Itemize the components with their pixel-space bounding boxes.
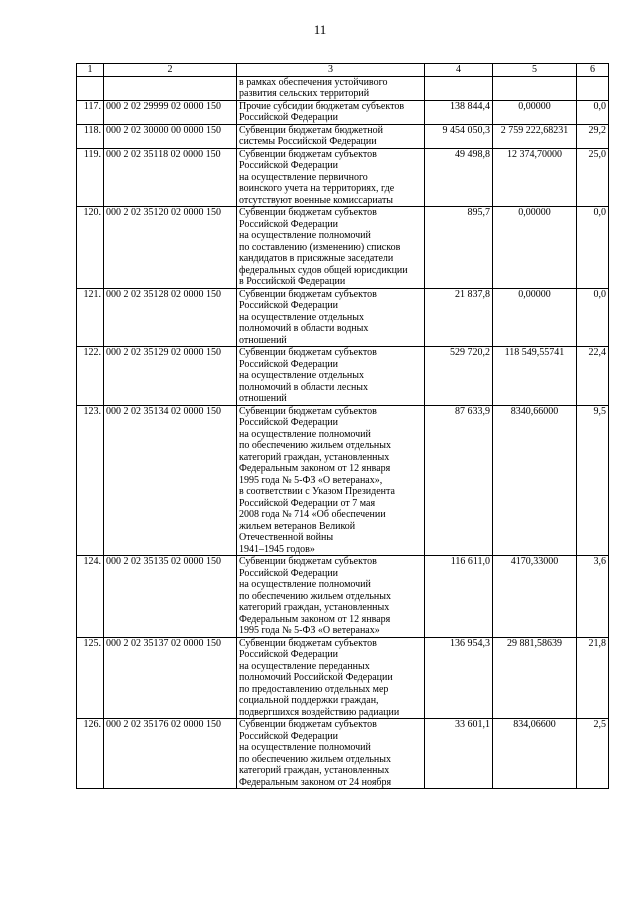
actual-amount: 0,00000 <box>493 288 577 347</box>
budget-code: 000 2 02 30000 00 0000 150 <box>104 124 237 148</box>
table-row <box>77 637 609 719</box>
header-cell-percent: 6 <box>577 64 609 77</box>
budget-code <box>104 76 237 100</box>
income-name: Субвенции бюджетам субъектов Российской Федерации на осуществление полномочий по обеспечению жильем отдельных категорий граждан, установленных Федеральным законом от 12 января 1995 года № 5-ФЗ «О ветеранах», в соответствии с Указом Президента Российской Федерации от 7 мая 2008 года № 714 «Об обеспечении жильем ветеранов Великой Отечественной войны 1941–1945 годов» <box>237 405 425 556</box>
continuation-row <box>77 76 609 100</box>
budget-code: 000 2 02 35128 02 0000 150 <box>104 288 237 347</box>
header-cell-actual: 5 <box>493 64 577 77</box>
table-row <box>77 405 609 556</box>
execution-percent: 22,4 <box>577 347 609 406</box>
plan-amount: 895,7 <box>425 207 493 289</box>
row-number <box>77 76 104 100</box>
plan-amount: 21 837,8 <box>425 288 493 347</box>
plan-amount: 9 454 050,3 <box>425 124 493 148</box>
header-cell-plan: 4 <box>425 64 493 77</box>
row-number: 117. <box>77 100 104 124</box>
plan-amount: 49 498,8 <box>425 148 493 207</box>
budget-code: 000 2 02 29999 02 0000 150 <box>104 100 237 124</box>
execution-percent: 0,0 <box>577 288 609 347</box>
actual-amount: 4170,33000 <box>493 556 577 638</box>
budget-table <box>76 63 609 789</box>
actual-amount: 12 374,70000 <box>493 148 577 207</box>
table-row <box>77 100 609 124</box>
actual-amount: 29 881,58639 <box>493 637 577 719</box>
page-number: 11 <box>313 22 327 37</box>
execution-percent: 9,5 <box>577 405 609 556</box>
income-name: Субвенции бюджетам субъектов Российской Федерации на осуществление полномочий по обеспечению жильем отдельных категорий граждан, установленных Федеральным законом от 12 января 1995 года № 5-ФЗ «О ветеранах» <box>237 556 425 638</box>
actual-amount: 834,06600 <box>493 719 577 789</box>
income-name: Субвенции бюджетам субъектов Российской Федерации на осуществление отдельных полномочий в области лесных отношений <box>237 347 425 406</box>
row-number: 120. <box>77 207 104 289</box>
table-row <box>77 556 609 638</box>
table-row <box>77 124 609 148</box>
row-number: 124. <box>77 556 104 638</box>
plan-amount: 529 720,2 <box>425 347 493 406</box>
header-cell-code: 2 <box>104 64 237 77</box>
budget-code: 000 2 02 35118 02 0000 150 <box>104 148 237 207</box>
row-number: 125. <box>77 637 104 719</box>
execution-percent: 29,2 <box>577 124 609 148</box>
row-number: 118. <box>77 124 104 148</box>
row-number: 119. <box>77 148 104 207</box>
actual-amount <box>493 76 577 100</box>
income-name: Субвенции бюджетам бюджетной системы Российской Федерации <box>237 124 425 148</box>
row-number: 121. <box>77 288 104 347</box>
plan-amount: 136 954,3 <box>425 637 493 719</box>
row-number: 122. <box>77 347 104 406</box>
execution-percent: 25,0 <box>577 148 609 207</box>
execution-percent <box>577 76 609 100</box>
actual-amount: 0,00000 <box>493 207 577 289</box>
budget-code: 000 2 02 35176 02 0000 150 <box>104 719 237 789</box>
execution-percent: 3,6 <box>577 556 609 638</box>
income-name: Прочие субсидии бюджетам субъектов Российской Федерации <box>237 100 425 124</box>
income-name: Субвенции бюджетам субъектов Российской Федерации на осуществление полномочий по обеспечению жильем отдельных категорий граждан, установленных Федеральным законом от 24 ноября <box>237 719 425 789</box>
budget-code: 000 2 02 35135 02 0000 150 <box>104 556 237 638</box>
plan-amount: 138 844,4 <box>425 100 493 124</box>
income-name: Субвенции бюджетам субъектов Российской Федерации на осуществление первичного воинского учета на территориях, где отсутствуют военные комиссариаты <box>237 148 425 207</box>
plan-amount: 116 611,0 <box>425 556 493 638</box>
budget-code: 000 2 02 35134 02 0000 150 <box>104 405 237 556</box>
execution-percent: 0,0 <box>577 100 609 124</box>
header-cell-num: 1 <box>77 64 104 77</box>
header-cell-name: 3 <box>237 64 425 77</box>
execution-percent: 21,8 <box>577 637 609 719</box>
table-row <box>77 207 609 289</box>
income-name: в рамках обеспечения устойчивого развития сельских территорий <box>237 76 425 100</box>
income-name: Субвенции бюджетам субъектов Российской Федерации на осуществление полномочий по составлению (изменению) списков кандидатов в присяжные заседатели федеральных судов общей юрисдикции в Российской Федерации <box>237 207 425 289</box>
table-row <box>77 347 609 406</box>
actual-amount: 0,00000 <box>493 100 577 124</box>
table-row <box>77 288 609 347</box>
budget-code: 000 2 02 35120 02 0000 150 <box>104 207 237 289</box>
table-row <box>77 148 609 207</box>
budget-code: 000 2 02 35129 02 0000 150 <box>104 347 237 406</box>
plan-amount: 87 633,9 <box>425 405 493 556</box>
budget-code: 000 2 02 35137 02 0000 150 <box>104 637 237 719</box>
execution-percent: 2,5 <box>577 719 609 789</box>
header-row <box>77 64 609 77</box>
execution-percent: 0,0 <box>577 207 609 289</box>
table-row <box>77 719 609 789</box>
plan-amount <box>425 76 493 100</box>
income-name: Субвенции бюджетам субъектов Российской Федерации на осуществление переданных полномочий Российской Федерации по предоставлению отдельных мер социальной поддержки граждан, подвергшихся воздействию радиации <box>237 637 425 719</box>
row-number: 123. <box>77 405 104 556</box>
actual-amount: 8340,66000 <box>493 405 577 556</box>
income-name: Субвенции бюджетам субъектов Российской Федерации на осуществление отдельных полномочий в области водных отношений <box>237 288 425 347</box>
actual-amount: 2 759 222,68231 <box>493 124 577 148</box>
actual-amount: 118 549,55741 <box>493 347 577 406</box>
row-number: 126. <box>77 719 104 789</box>
plan-amount: 33 601,1 <box>425 719 493 789</box>
